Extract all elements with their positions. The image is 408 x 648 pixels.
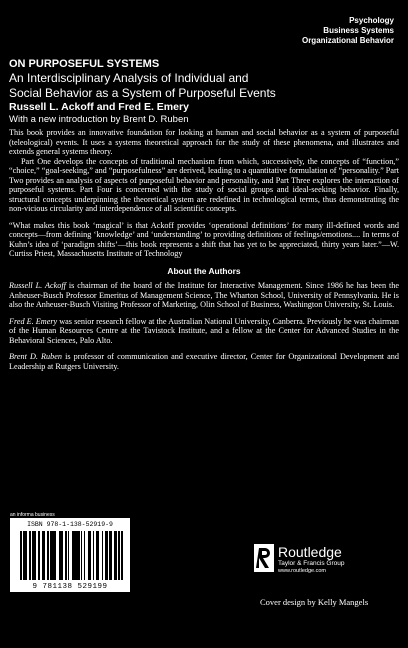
publisher-url: www.routledge.com [278,568,326,574]
subtitle-line-1: An Interdisciplinary Analysis of Individual and [9,71,249,85]
barcode-bar [93,531,94,580]
cover-text [9,58,399,378]
bio-text: was senior research fellow at the Australian National University, Canberra. Previously he was chairman of the Human Resources Centre at the Tavistock Institute, and a fellow at the Center for Advanced Studies in the Behavioral Sciences, Palo Alto. [9,316,399,345]
barcode-bar [38,531,40,580]
barcode-bar [115,531,116,580]
barcode-bars [20,531,124,580]
barcode-bar [44,531,45,580]
book-title: ON PURPOSEFUL SYSTEMS [9,58,160,70]
barcode-bar [62,531,63,580]
authors: Russell L. Ackoff and Fred E. Emery [9,101,189,113]
barcode-number: 9 781138 529199 [32,583,108,591]
barcode-bar [54,531,55,580]
subject-psychology: Psychology [349,16,394,25]
barcode-bar [106,531,107,580]
description-paragraph-1: This book provides an innovative foundation for looking at human and social behavior as a system of purposeful (teleological) events. It uses a systems theoretical approach for the study of these phenomena, and illustrates and extends general systems theory. [9,128,399,156]
bio-name: Fred E. Emery [9,316,58,326]
book-subtitle [9,71,399,101]
subject-categories [302,16,394,46]
barcode-bar [24,531,26,580]
bio-text: is chairman of the board of the Institute for Interactive Management. Since 1986 he has been the Anheuser-Busch Professor Emeritus of Management Science, The Wharton School, University of Pennsylvania. He is also the Anheuser-Busch Visiting Professor of Marketing, Olin School of Business, Washington University, St. Louis. [9,281,399,309]
endorsement-quote: “What makes this book ‘magical’ is that Ackoff provides ‘operational definitions’ for many ill-defined words and concepts—from defining ‘knowledge’ and ‘understanding’ to providing definitions of feelings/emotions.... In terms of Kuhn’s idea of ‘paradigm shifts’—this book represents a shift that has yet to be appreciated, thirty years later.”—W. Curtiss Priest, Massachusetts Institute of Technology [9,220,399,258]
description-paragraph-2: Part One develops the concepts of traditional mechanism from which, successively, the concepts of “function,” “choice,” “goal-seeking,” and “purposefulness” are derived, leading to a quantitative formulation of “personality.” Part Two provides an analysis of aspects of purposeful behavior and personality, and Part Three explores the interaction of purposeful systems. Part Four is concerned with the study of social groups and ideal-seeking behavior. Finally, structural concepts underpinning the theoretical system are redefined in technological terms, thus demonstrating the non-vicious circularity and interdependence of all scientific concepts. [9,156,399,213]
bio-text: is professor of communication and executive director, Center for Organizational Development and Leadership at Rutgers University. [9,352,399,371]
about-authors-heading: About the Authors [167,265,241,276]
barcode-bar [68,531,69,580]
barcode-bar [81,531,82,580]
bio-name: Russell L. Ackoff [9,281,66,290]
subject-business-systems: Business Systems [323,26,394,35]
barcode-bar [121,531,122,580]
introduction-credit: With a new introduction by Brent D. Ruben [9,114,189,125]
informa-tagline: an informa business [10,512,55,518]
author-bio-emery [9,317,399,346]
subtitle-line-2: Social Behavior as a System of Purposeful Events [9,86,276,100]
barcode-bar [97,531,98,580]
publisher-logo [254,544,394,578]
author-bio-ruben [9,352,399,371]
publisher-name: Routledge [278,544,342,560]
subject-organizational-behavior: Organizational Behavior [301,36,394,45]
bio-name: Brent D. Ruben [9,352,62,361]
routledge-r-icon [254,544,274,572]
cover-design-credit: Cover design by Kelly Mangels [260,597,369,607]
author-bio-ackoff [9,281,399,310]
barcode-bar [35,531,36,580]
barcode-bar [109,531,111,580]
barcode-bar [90,531,91,580]
isbn-label: ISBN 978-1-138-52919-9 [27,521,113,528]
isbn-barcode [10,518,130,592]
publisher-group: Taylor & Francis Group [278,560,345,567]
barcode-bar [84,531,85,580]
barcode-bar [102,531,103,580]
